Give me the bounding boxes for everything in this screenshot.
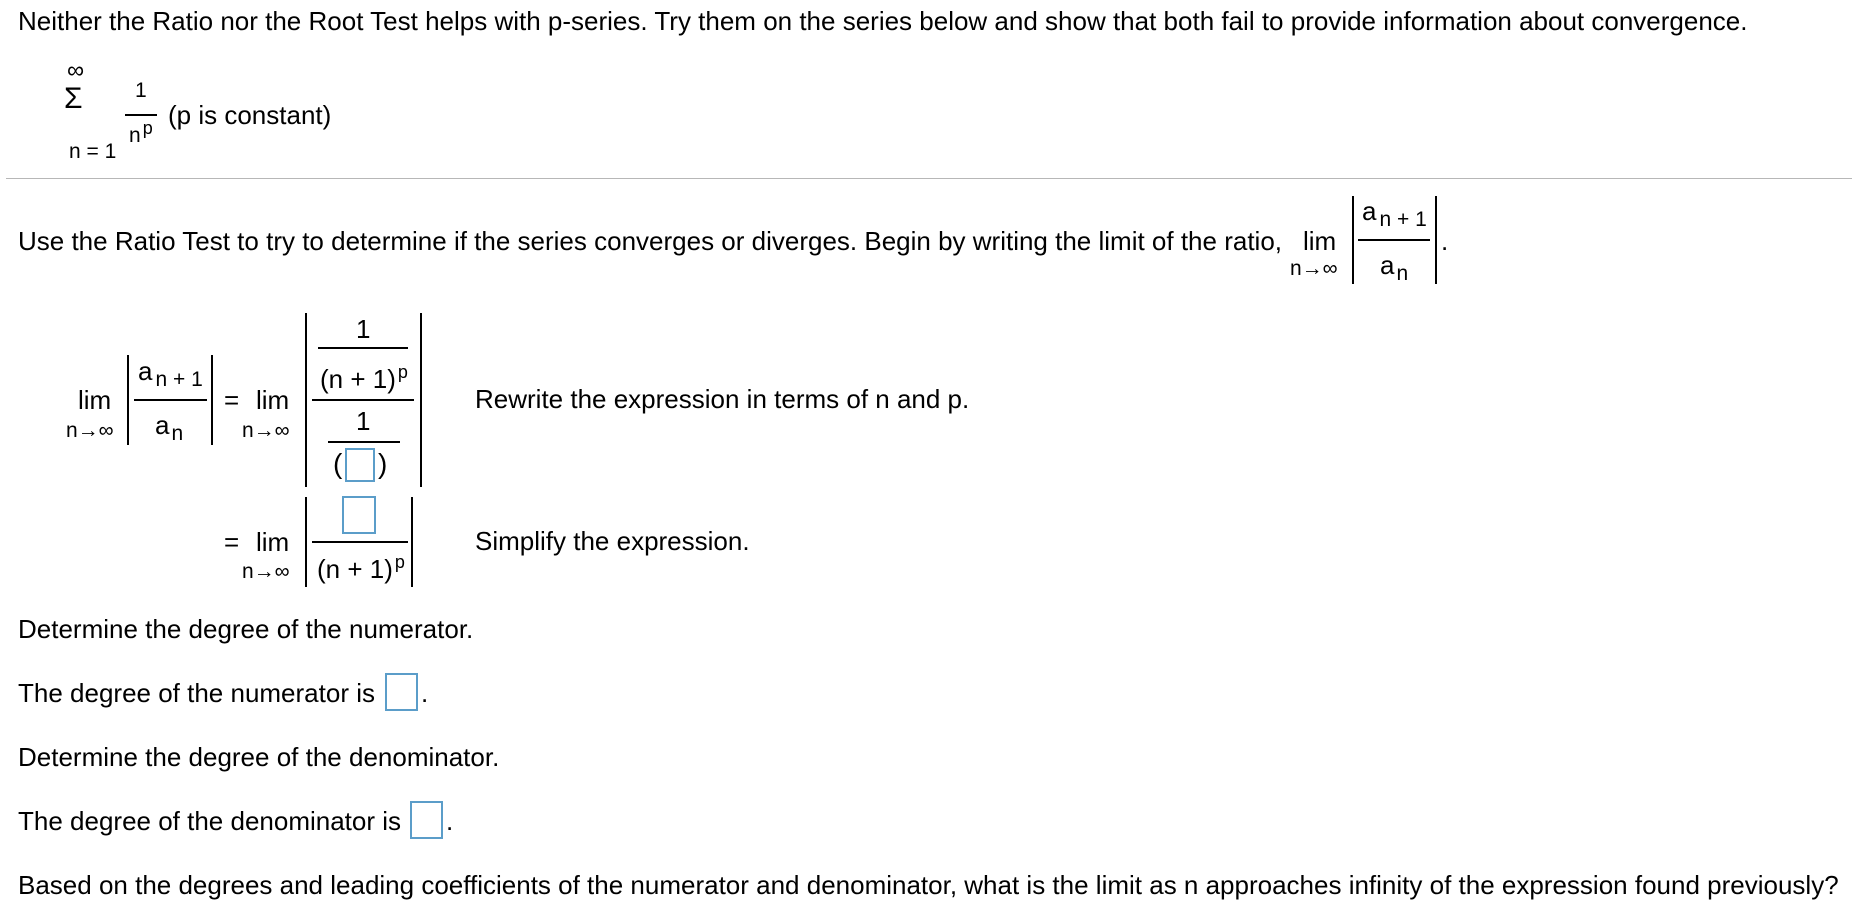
work1-lim-right: lim [256,385,290,415]
work2-lim: lim [256,527,290,557]
simplify-hint: Simplify the expression. [475,526,750,556]
work1-ratio-den: $a_n$ [155,410,184,445]
work2-lim-sub: n→∞ [242,560,290,583]
work1-abs-left-close [211,355,213,445]
series-numerator: 1 [135,79,147,102]
work1-top-denominator: (n + 1) $^p$ [320,362,408,394]
work2-abs-open [305,497,307,587]
rewrite-denominator-answer-box[interactable] [345,448,375,482]
work2-fraction-bar [312,541,408,543]
work1-abs-right-open [305,313,307,487]
intro-text: Neither the Ratio nor the Root Test helps with p-series. Try them on the series below and show that both fail to provide information about convergence. [18,6,1748,36]
rewrite-hint: Rewrite the expression in terms of n and p. [475,384,970,414]
instruction-fraction-bar [1358,239,1430,241]
numerator-degree-label: The degree of the numerator is [18,678,375,708]
instruction-period: . [1441,226,1449,256]
ratio-instruction: Use the Ratio Test to try to determine if the series converges or diverges. Begin by writing the limit of the ratio, [18,226,1282,256]
numerator-degree-period: . [421,678,429,708]
numerator-degree-prompt: Determine the degree of the numerator. [18,614,474,644]
denominator-degree-answer-box[interactable] [410,801,443,839]
work2-denominator: (n + 1) $^p$ [317,552,405,584]
denominator-degree-period: . [446,806,454,836]
final-question: Based on the degrees and leading coefficients of the numerator and denominator, what is the limit as n approaches infinity of the expression found previously? [18,870,1839,900]
sum-lower-limit: n = 1 [69,140,117,163]
simplify-numerator-answer-box[interactable] [342,496,376,534]
work2-abs-close [411,497,413,587]
work1-abs-right-close [420,313,422,487]
instruction-ratio-num: a $_{n + 1}$ [1362,196,1427,231]
series-denominator: n p [129,118,153,147]
sum-upper-limit: ∞ [67,57,85,84]
work1-lim-left: lim [78,385,112,415]
instruction-lim: lim [1303,226,1337,256]
section-divider [6,178,1852,179]
work1-inner-top-bar [318,347,408,349]
instruction-abs-right [1435,196,1437,284]
instruction-abs-left [1352,196,1354,284]
work1-ratio-num: a $_{n + 1}$ [138,356,203,391]
work1-lim-left-sub: n→∞ [66,419,114,442]
instruction-ratio-den: $a_n$ [1380,250,1409,285]
work1-main-fraction-bar [312,399,414,401]
instruction-lim-sub: n→∞ [1290,257,1338,280]
work1-inner-bottom-bar [328,441,400,443]
work1-equals: = [224,385,240,415]
series-note: (p is constant) [168,100,332,130]
work1-top-one: 1 [356,314,371,344]
work1-close-paren: ) [378,448,388,479]
denominator-degree-prompt: Determine the degree of the denominator. [18,742,500,772]
work1-open-paren: ( [333,448,343,479]
work1-lim-right-sub: n→∞ [242,419,290,442]
work2-equals: = [224,527,240,557]
work1-abs-left-open [127,355,129,445]
numerator-degree-answer-box[interactable] [385,673,418,711]
denominator-degree-label: The degree of the denominator is [18,806,402,836]
work1-ratio-fraction-bar [134,399,207,401]
series-fraction-bar [125,114,157,116]
work1-bottom-one: 1 [356,406,371,436]
sigma-symbol: Σ [64,82,83,115]
